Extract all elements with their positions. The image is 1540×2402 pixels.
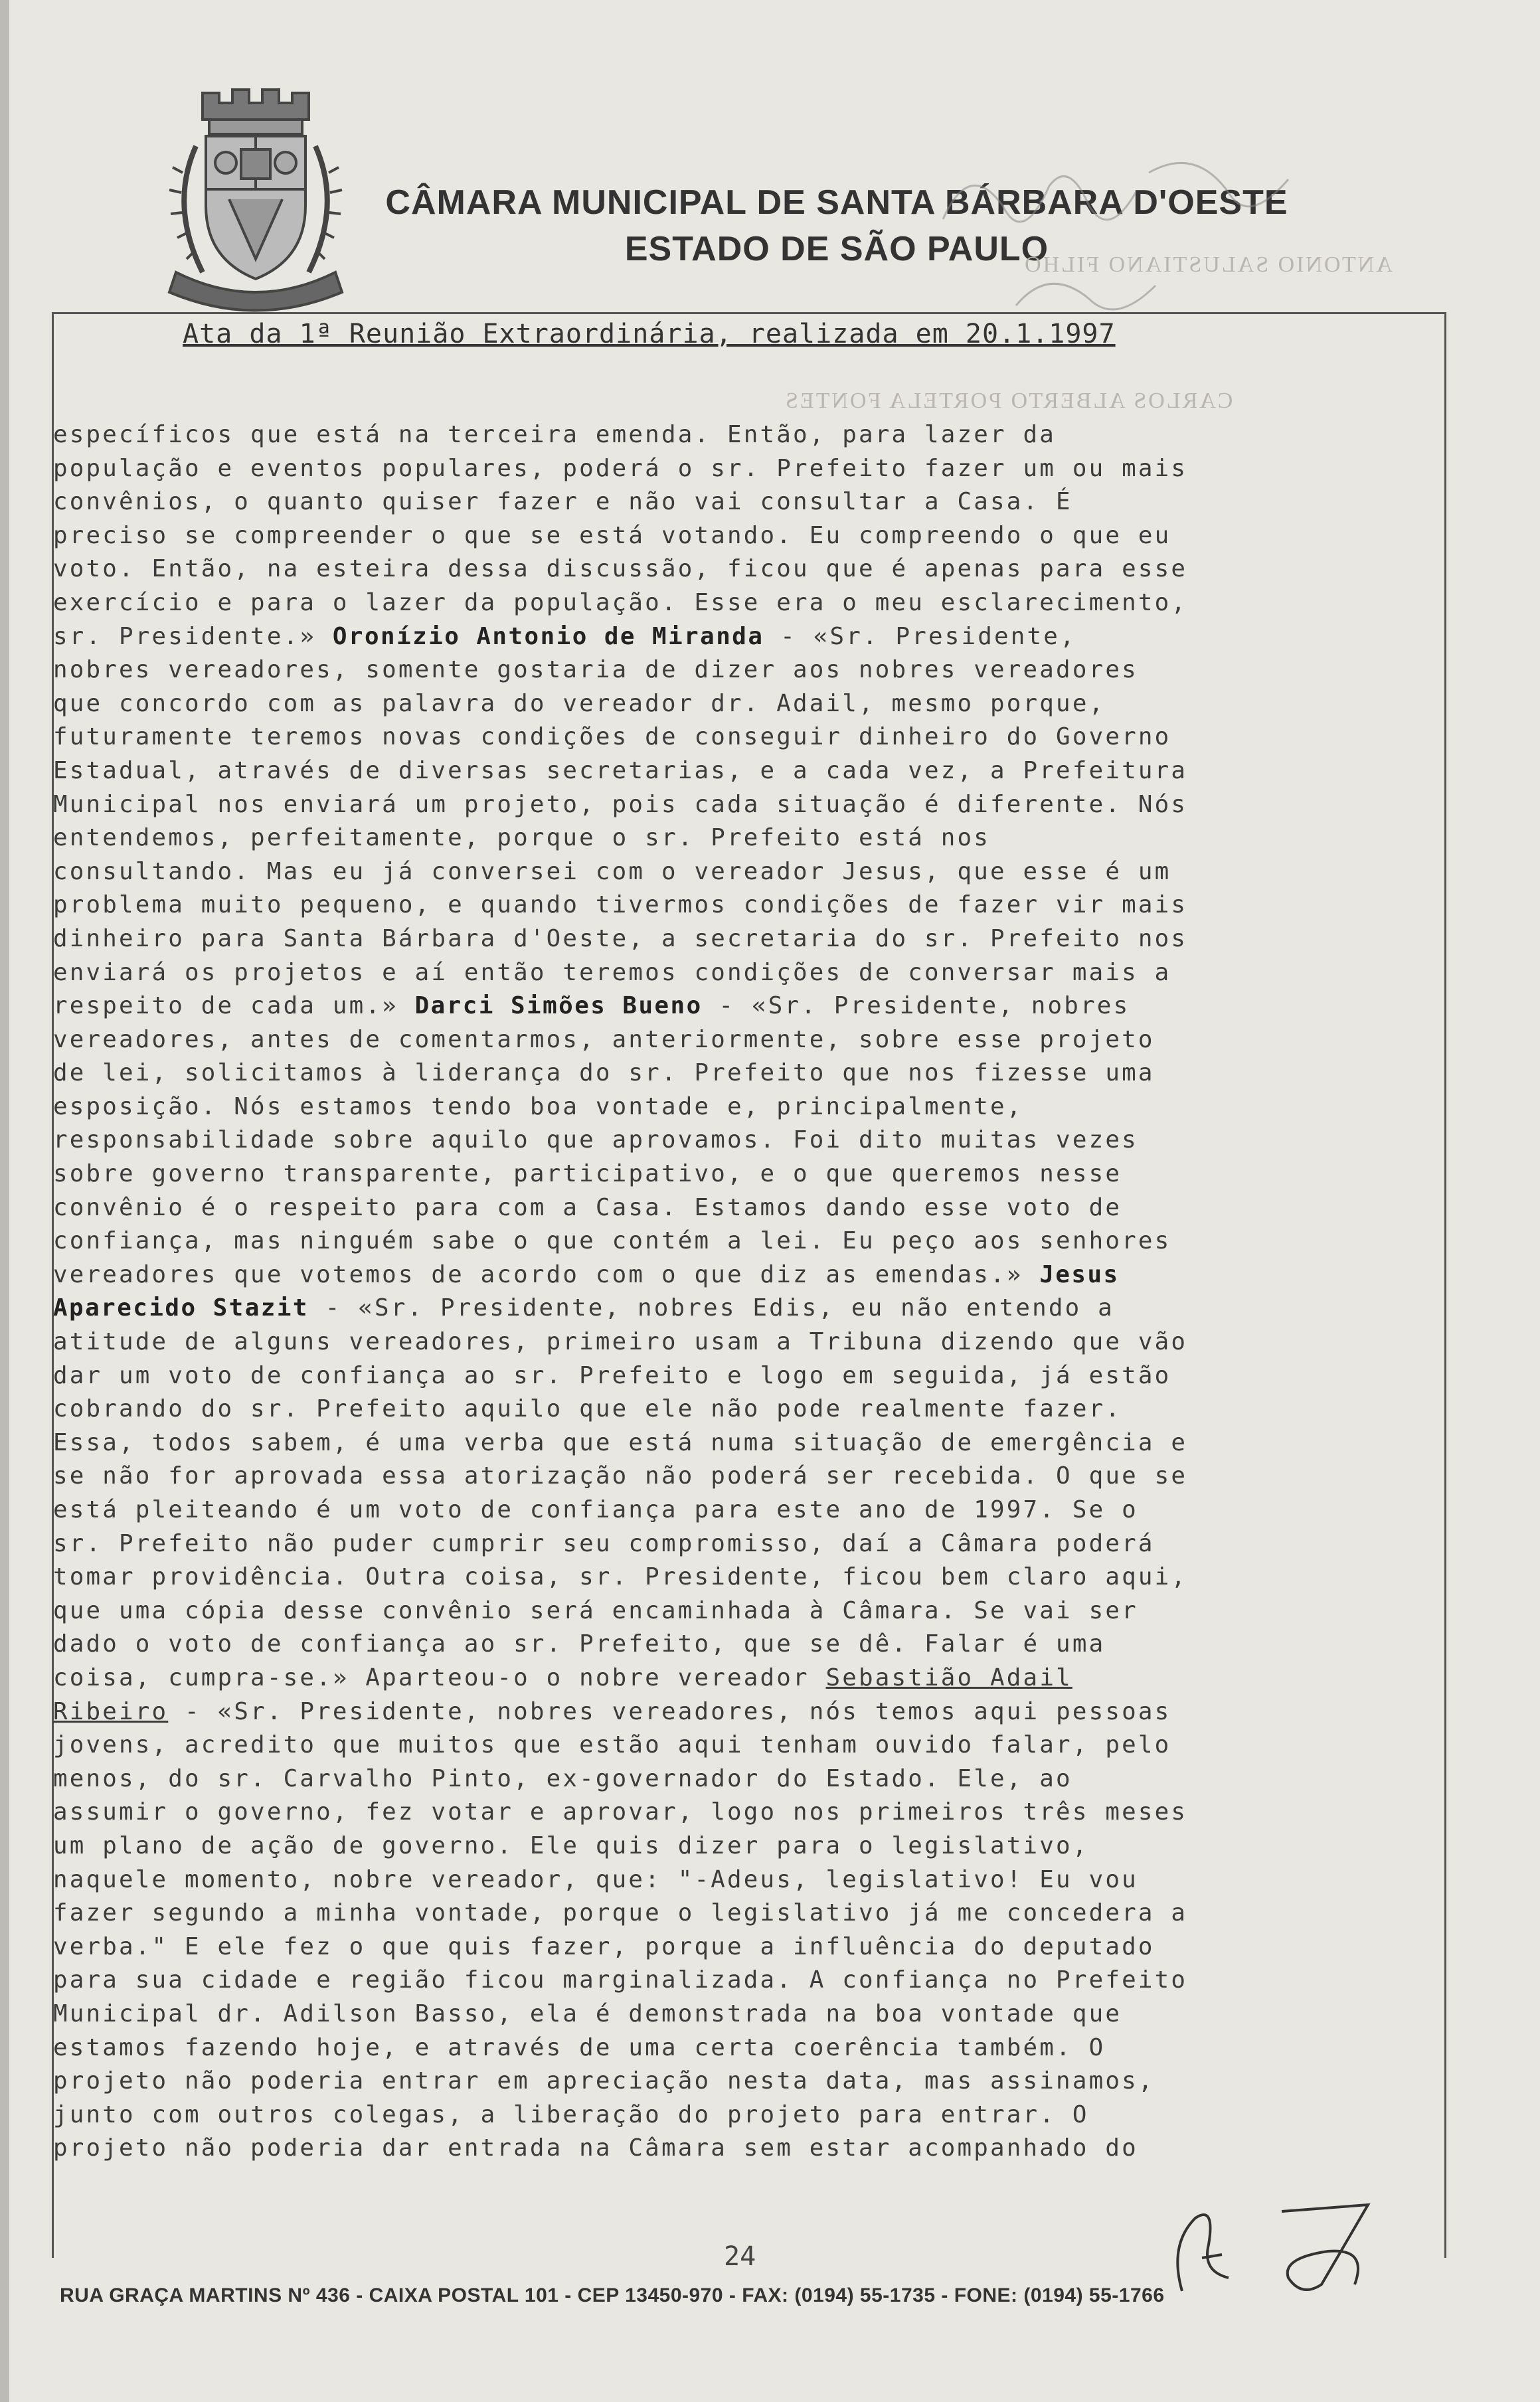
text-segment: jovens, acredito que muitos que estão aqui tenham ouvido falar, pelo (53, 1731, 1171, 1759)
speaker-name: Aparecido Stazit (53, 1294, 309, 1322)
text-segment: menos, do sr. Carvalho Pinto, ex-governador do Estado. Ele, ao (53, 1764, 1072, 1792)
text-segment: futuramente teremos novas condições de conseguir dinheiro do Governo (53, 723, 1171, 751)
text-line (53, 1359, 1438, 1393)
text-line (53, 1258, 1438, 1292)
text-segment: sr. Prefeito não puder cumprir seu compromisso, daí a Câmara poderá (53, 1529, 1155, 1557)
text-line (53, 889, 1438, 922)
text-segment: esposição. Nós estamos tendo boa vontade e, principalmente, (53, 1092, 1023, 1120)
text-line (53, 1527, 1438, 1561)
letterhead-state: ESTADO DE SÃO PAULO (624, 230, 1049, 268)
text-segment: convênio é o respeito para com a Casa. Estamos dando esse voto de (53, 1193, 1122, 1221)
text-line (53, 418, 1438, 452)
text-line (53, 1695, 1438, 1729)
text-line (53, 821, 1438, 855)
text-line (53, 1561, 1438, 1594)
text-line (53, 1326, 1438, 1359)
text-segment: Municipal nos enviará um projeto, pois cada situação é diferente. Nós (53, 790, 1188, 818)
bleed-through-name-2: CARLOS ALBERTO PORTELA FONTES (784, 388, 1233, 413)
text-segment: convênios, o quanto quiser fazer e não vai consultar a Casa. É (53, 488, 1072, 516)
municipal-coat-of-arms (156, 73, 355, 312)
text-line (53, 1964, 1438, 1998)
text-segment: para sua cidade e região ficou marginalizada. A confiança no Prefeito (53, 1966, 1188, 1994)
text-line (53, 1662, 1438, 1695)
text-segment: Municipal dr. Adilson Basso, ela é demonstrada na boa vontade que (53, 2000, 1122, 2027)
text-line (53, 1796, 1438, 1830)
text-segment: que uma cópia desse convênio será encaminhada à Câmara. Se vai ser (53, 1596, 1138, 1624)
text-segment: voto. Então, na esteira dessa discussão, ficou que é apenas para esse (53, 555, 1188, 583)
text-segment: população e eventos populares, poderá o sr. Prefeito fazer um ou mais (53, 454, 1188, 482)
underlined-name: Sebastião Adail (825, 1664, 1072, 1691)
text-line (53, 1158, 1438, 1191)
text-line (53, 1897, 1438, 1930)
text-line (53, 620, 1438, 654)
text-line (53, 1393, 1438, 1426)
text-segment: projeto não poderia dar entrada na Câmara sem estar acompanhado do (53, 2134, 1138, 2162)
text-line (53, 519, 1438, 553)
text-segment: - «Sr. Presidente, nobres Edis, eu não entendo a (308, 1294, 1114, 1322)
text-segment: sr. Presidente.» (53, 622, 333, 650)
text-segment: dinheiro para Santa Bárbara d'Oeste, a secretaria do sr. Prefeito nos (53, 924, 1188, 952)
text-segment: um plano de ação de governo. Ele quis dizer para o legislativo, (53, 1832, 1089, 1859)
text-line (53, 586, 1438, 620)
text-segment: responsabilidade sobre aquilo que aprovamos. Foi dito muitas vezes (53, 1126, 1138, 1154)
text-line (53, 485, 1438, 519)
text-line (53, 1426, 1438, 1460)
page-edge-shadow (0, 0, 9, 2402)
text-segment: projeto não poderia entrar em apreciação nesta data, mas assinamos, (53, 2067, 1155, 2095)
text-line (53, 1225, 1438, 1258)
minutes-heading: Ata da 1ª Reunião Extraordinária, realizada em 20.1.1997 (183, 319, 1116, 349)
text-segment: tomar providência. Outra coisa, sr. Presidente, ficou bem claro aqui, (53, 1563, 1188, 1591)
text-segment: entendemos, perfeitamente, porque o sr. Prefeito está nos (53, 824, 991, 852)
text-line (53, 653, 1438, 687)
text-segment: se não for aprovada essa atorização não poderá ser recebida. O que se (53, 1462, 1188, 1490)
text-segment: respeito de cada um.» (53, 992, 415, 1020)
underlined-name: Ribeiro (53, 1697, 169, 1725)
text-line (53, 2132, 1438, 2166)
text-segment: dar um voto de confiança ao sr. Prefeito e logo em seguida, já estão (53, 1361, 1171, 1389)
text-line (53, 956, 1438, 990)
letterhead-footer-address: RUA GRAÇA MARTINS Nº 436 - CAIXA POSTAL 101 - CEP 13450-970 - FAX: (0194) 55-1735 - FONE: (0194) 55-1766 (60, 2284, 1165, 2306)
text-segment: sobre governo transparente, participativo, e o que queremos nesse (53, 1160, 1122, 1188)
text-segment: vereadores, antes de comentarmos, anteriormente, sobre esse projeto (53, 1025, 1155, 1053)
text-line (53, 754, 1438, 788)
text-segment: atitude de alguns vereadores, primeiro usam a Tribuna dizendo que vão (53, 1328, 1188, 1356)
text-segment: verba." E ele fez o que quis fazer, porque a influência do deputado (53, 1932, 1155, 1960)
text-line (53, 2065, 1438, 2099)
text-line (53, 1762, 1438, 1796)
text-line (53, 1191, 1438, 1225)
text-segment: preciso se compreender o que se está votando. Eu compreendo o que eu (53, 521, 1171, 549)
text-line (53, 1494, 1438, 1527)
text-line (53, 1729, 1438, 1762)
text-segment: coisa, cumpra-se.» Aparteou-o o nobre vereador (53, 1664, 826, 1691)
text-segment: junto com outros colegas, a liberação do projeto para entrar. O (53, 2101, 1089, 2128)
text-segment: nobres vereadores, somente gostaria de dizer aos nobres vereadores (53, 656, 1138, 684)
text-line (53, 1460, 1438, 1494)
text-line (53, 1594, 1438, 1628)
text-segment: exercício e para o lazer da população. Esse era o meu esclarecimento, (53, 588, 1188, 616)
text-line (53, 1863, 1438, 1897)
text-line (53, 1628, 1438, 1662)
text-line (53, 1292, 1438, 1326)
text-segment: está pleiteando é um voto de confiança para este ano de 1997. Se o (53, 1496, 1138, 1523)
page-number: 24 (724, 2241, 756, 2272)
text-segment: Estadual, através de diversas secretarias, e a cada vez, a Prefeitura (53, 756, 1188, 784)
text-line (53, 1830, 1438, 1863)
minutes-body (53, 418, 1444, 2166)
text-line (53, 855, 1438, 889)
text-segment: cobrando do sr. Prefeito aquilo que ele não pode realmente fazer. (53, 1395, 1122, 1423)
text-line (53, 1998, 1438, 2031)
text-line (53, 452, 1438, 486)
speaker-name: Jesus (1039, 1260, 1120, 1288)
text-segment: assumir o governo, fez votar e aprovar, logo nos primeiros três meses (53, 1798, 1188, 1826)
speaker-name: Oronízio Antonio de Miranda (332, 622, 764, 650)
text-line (53, 922, 1438, 956)
text-segment: específicos que está na terceira emenda. Então, para lazer da (53, 421, 1057, 448)
text-segment: - «Sr. Presidente, nobres (702, 992, 1130, 1020)
text-line (53, 1090, 1438, 1124)
text-line (53, 1057, 1438, 1090)
text-segment: enviará os projetos e aí então teremos condições de conversar mais a (53, 958, 1171, 986)
text-line (53, 1124, 1438, 1158)
text-line (53, 2099, 1438, 2132)
text-segment: - «Sr. Presidente, nobres vereadores, nós temos aqui pessoas (168, 1697, 1171, 1725)
speaker-name: Darci Simões Bueno (414, 992, 703, 1020)
text-segment: - «Sr. Presidente, (764, 622, 1076, 650)
text-line (53, 989, 1438, 1023)
text-line (53, 721, 1438, 754)
text-line (53, 553, 1438, 586)
text-line (53, 788, 1438, 822)
text-segment: de lei, solicitamos à liderança do sr. Prefeito que nos fizesse uma (53, 1059, 1155, 1087)
text-segment: naquele momento, nobre vereador, que: "-Adeus, legislativo! Eu vou (53, 1865, 1138, 1893)
text-segment: problema muito pequeno, e quando tivermos condições de fazer vir mais (53, 891, 1188, 919)
text-segment: dado o voto de confiança ao sr. Prefeito, que se dê. Falar é uma (53, 1630, 1106, 1658)
text-segment: Essa, todos sabem, é uma verba que está numa situação de emergência e (53, 1428, 1188, 1456)
text-line (53, 1930, 1438, 1964)
letterhead-institution: CÂMARA MUNICIPAL DE SANTA BÁRBARA D'OESTE (385, 183, 1288, 222)
text-segment: que concordo com as palavra do vereador dr. Adail, mesmo porque, (53, 689, 1106, 717)
frame-top-rule (52, 312, 1446, 314)
text-line (53, 687, 1438, 721)
frame-right-rule (1444, 312, 1446, 2258)
text-segment: estamos fazendo hoje, e através de uma certa coerência também. O (53, 2033, 1106, 2061)
text-line (53, 2031, 1438, 2065)
text-segment: confiança, mas ninguém sabe o que contém a lei. Eu peço aos senhores (53, 1227, 1171, 1255)
text-line (53, 1023, 1438, 1057)
bleed-through-name-1: ANTONIO SALUSTIANO FILHO (1023, 252, 1393, 277)
text-segment: vereadores que votemos de acordo com o que diz as emendas.» (53, 1260, 1040, 1288)
text-segment: fazer segundo a minha vontade, porque o legislativo já me concedera a (53, 1899, 1188, 1927)
text-segment: consultando. Mas eu já conversei com o vereador Jesus, que esse é um (53, 857, 1171, 885)
